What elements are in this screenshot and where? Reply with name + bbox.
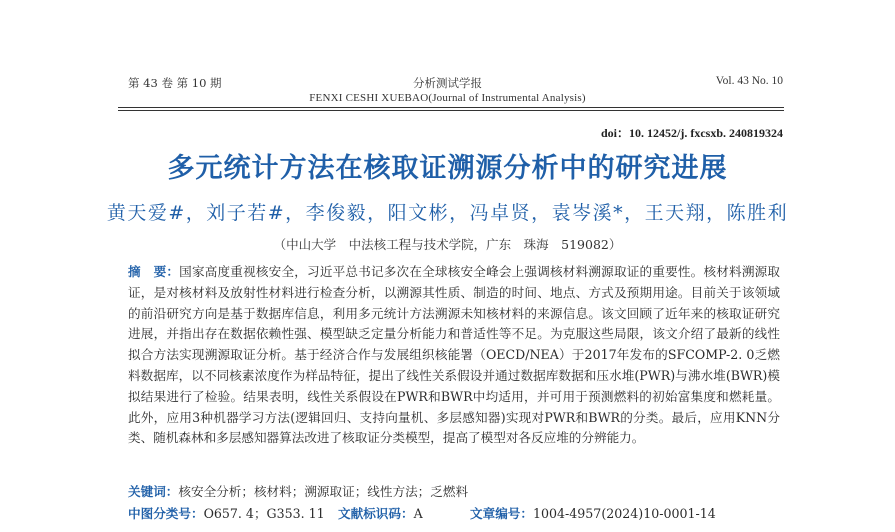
journal-volume-en: Vol. 43 No. 10 [715,75,783,87]
keywords [128,481,468,500]
doc-code-value: A [413,506,423,521]
abstract-label: 摘 要： [128,264,180,279]
article-no-value: 1004-4957(2024)10-0001-14 [532,506,716,521]
clc-number [128,503,325,522]
article-number [470,503,716,522]
author-list: 黄天爱#，刘子若#，李俊毅，阳文彬，冯卓贤，袁岑溪*，王天翔，陈胜利 [106,202,789,224]
abstract [128,262,780,449]
header-rule-bottom [118,110,784,111]
doi[interactable]: doi：10. 12452/j. fxcsxb. 240819324 [600,126,783,140]
header-rule-top [118,107,784,108]
clc-label: 中图分类号： [128,506,204,521]
document-code [338,503,423,522]
affiliation: （中山大学 中法核工程与技术学院，广东 珠海 519082） [273,237,622,252]
journal-volume-cn: 第 43 卷 第 10 期 [128,76,222,90]
keywords-label: 关键词： [128,484,179,499]
journal-name-en: FENXI CESHI XUEBAO(Journal of Instrumental Analysis) [309,92,586,104]
journal-name-cn: 分析测试学报 [413,76,482,90]
article-no-label: 文章编号： [470,506,533,521]
abstract-text: 国家高度重视核安全，习近平总书记多次在全球核安全峰会上强调核材料溯源取证的重要性。核材料溯源取证，是对核材料及放射性材料进行检查分析，以溯源其性质、制造的时间、地点、方式及预期用途。目前关于该领域的前沿研究方向是基于数据库信息，利用多元统计方法溯源未知核材料的来源信息。该文回顾了近年来的核取证研究进展，并指出存在数据依赖性强、模型缺乏定量分析能力和普适性等不足。为克服这些局限，该文介绍了最新的线性拟合方法实现溯源取证分析。基于经济合作与发展组织核能署（OECD/NEA）于2017年发布的SFCOMP-2. 0乏燃料数据库，以不同核素浓度作为样品特征，提出了线性关系假设并通过数据库数据和压水堆(PWR)与沸水堆(BWR)模拟结果进行了检验。结果表明，线性关系假设在PWR和BWR中均适用，并可用于预测燃料的初始富集度和燃耗量。此外，应用3种机器学习方法(逻辑回归、支持向量机、多层感知器)实现对PWR和BWR的分类。最后，应用KNN分类、随机森林和多层感知器算法改进了核取证分类模型，提高了模型对各反应堆的分辨能力。 [128,264,781,446]
clc-value: O657. 4；G353. 11 [203,506,325,521]
doc-code-label: 文献标识码： [338,506,414,521]
keywords-text: 核安全分析；核材料；溯源取证；线性方法；乏燃料 [178,484,469,499]
paper-title: 多元统计方法在核取证溯源分析中的研究进展 [167,153,728,184]
